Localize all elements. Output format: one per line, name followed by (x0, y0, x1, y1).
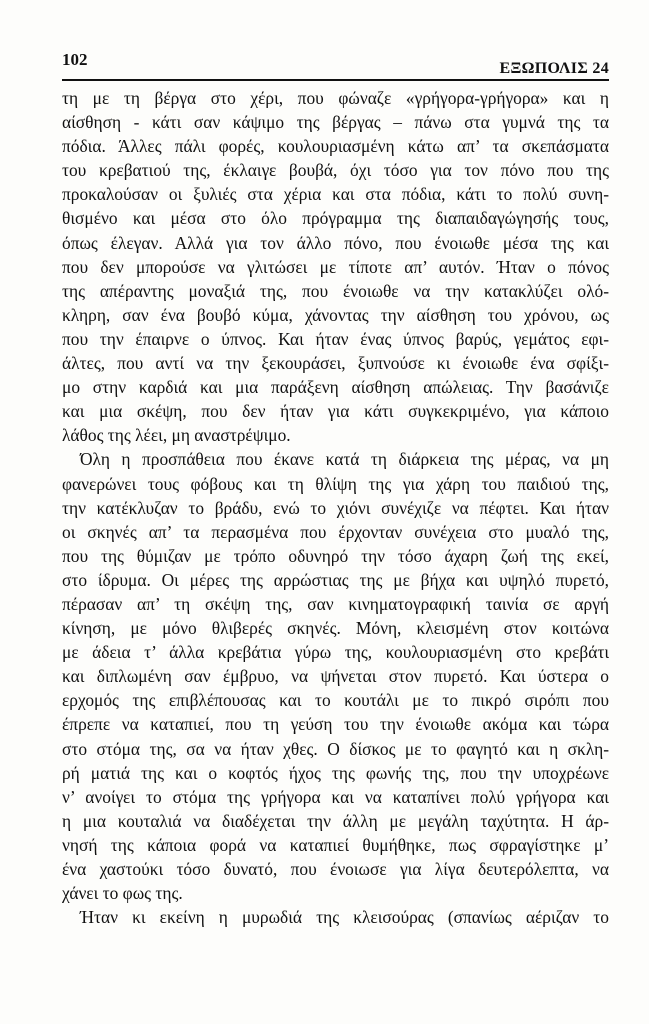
text-line: οι σκηνές απ’ τα περασμένα που έρχονταν συνέχεια στο μυαλό της, (62, 521, 609, 542)
text-line: χάνει το φως της. (62, 883, 183, 904)
text-line: νησή της κάποια φορά να καταπιεί θυμήθηκε, πως σφραγίστηκε μ’ (62, 834, 609, 855)
paragraph (62, 905, 609, 929)
text-line: όπως έλεγαν. Αλλά για τον άλλο πόνο, που ένοιωθε μέσα της και (62, 232, 609, 253)
text-line: πέρασαν απ’ τη σκέψη της, σαν κινηματογραφική ταινία σε αργή (62, 593, 609, 614)
text-line: λάθος της λέει, μη αναστρέψιμο. (62, 425, 291, 446)
text-line: του κρεβατιού της, έκλαιγε βουβά, όχι τόσο για τον πόνο που της (62, 160, 609, 181)
text-line: την κατέκλυζαν το βράδυ, ενώ το χιόνι συνέχιζε να πέφτει. Και ήταν (62, 497, 609, 518)
text-line: προκαλούσαν οι ξυλιές στα χέρια και στα πόδια, κάτι το πολύ συνη- (62, 184, 609, 205)
text-line: πόδια. Άλλες πάλι φορές, κουλουριασμένη κάτω απ’ τα σκεπάσματα (62, 136, 609, 157)
text-line: έπρεπε να καταπιεί, που τη γεύση του την ένοιωθε ακόμα και τώρα (62, 714, 609, 735)
text-line: φανερώνει τους φόβους και τη θλίψη της για χάρη του παιδιού της, (62, 473, 609, 494)
text-line: θισμένο και μέσα στο όλο πρόγραμμα της διαπαιδαγώγησής τους, (62, 208, 609, 229)
text-line: ένα χαστούκι τόσο δυνατό, που ένοιωσε για λίγα δευτερόλεπτα, να (62, 859, 609, 879)
running-head: ΕΞΩΠΟΛΙΣ 24 (499, 60, 609, 77)
text-line: η μια κουταλιά να διαδέχεται την άλλη με μεγάλη ταχύτητα. Η άρ- (62, 810, 609, 831)
text-line: ερχομός της επιβλέπουσας και το κουτάλι με το πικρό σιρόπι που (62, 690, 609, 711)
text-line: τη με τη βέργα στο χέρι, που φώναζε «γρήγορα-γρήγορα» και η (62, 88, 609, 108)
text-line: αίσθηση - κάτι σαν κάψιμο της βέργας – πάνω στα γυμνά της τα (62, 112, 609, 133)
text-line: που δεν μπορούσε να γλιτώσει με τίποτε απ’ αυτόν. Ήταν ο πόνος (62, 256, 609, 277)
text-line: που της θύμιζαν με τρόπο οδυνηρό την τόσο άχαρη ζωή της εκεί, (62, 545, 609, 566)
text-line: Ήταν κι εκείνη η μυρωδιά της κλεισούρας (σπανίως αέριζαν το (80, 907, 609, 928)
paragraph (62, 447, 609, 905)
text-line: ν’ ανοίγει το στόμα της γρήγορα και να καταπίνει πολύ γρήγορα και (62, 786, 609, 807)
text-line: ρή ματιά της και ο κοφτός ήχος της φωνής της, που την υποχρέωνε (62, 762, 609, 783)
text-line: κληρη, σαν ένα βουβό κύμα, χάνοντας την αίσθηση του χρόνου, ως (62, 304, 609, 325)
text-line: με άδεια τ’ άλλα κρεβάτια γύρω της, κουλουριασμένη στο κρεβάτι (62, 642, 609, 663)
text-line: που την έπαιρνε ο ύπνος. Και ήταν ένας ύπνος βαρύς, γεμάτος εφι- (62, 328, 609, 349)
text-line: της απέραντης μοναξιά της, που ένοιωθε να την κατακλύζει ολό- (62, 280, 609, 301)
body-text (62, 86, 609, 929)
header-rule (62, 79, 609, 81)
paragraph (62, 86, 609, 447)
page-header (62, 50, 609, 80)
text-line: κίνηση, με μόνο θλιβερές σκηνές. Μόνη, κλεισμένη στον κοιτώνα (62, 618, 609, 639)
text-line: άλτες, που αντί να την ξεκουράσει, ξυπνούσε κι ένοιωθε ένα σφίξι- (62, 353, 609, 374)
text-line: μο στην καρδιά και μια παράξενη αίσθηση απώλειας. Την βασάνιζε (62, 377, 609, 398)
text-line: στο ίδρυμα. Οι μέρες της αρρώστιας της με βήχα και υψηλό πυρετό, (62, 569, 609, 590)
text-line: Όλη η προσπάθεια που έκανε κατά τη διάρκεια της μέρας, να μη (80, 449, 609, 470)
text-line: και μια σκέψη, που δεν ήταν για κάτι συγκεκριμένο, για κάποιο (62, 401, 609, 422)
text-line: στο στόμα της, σα να ήταν χθες. Ο δίσκος με το φαγητό και η σκλη- (62, 738, 609, 759)
text-line: και διπλωμένη σαν έμβρυο, να ψήνεται στον πυρετό. Και ύστερα ο (62, 666, 609, 687)
page-number: 102 (62, 50, 88, 69)
